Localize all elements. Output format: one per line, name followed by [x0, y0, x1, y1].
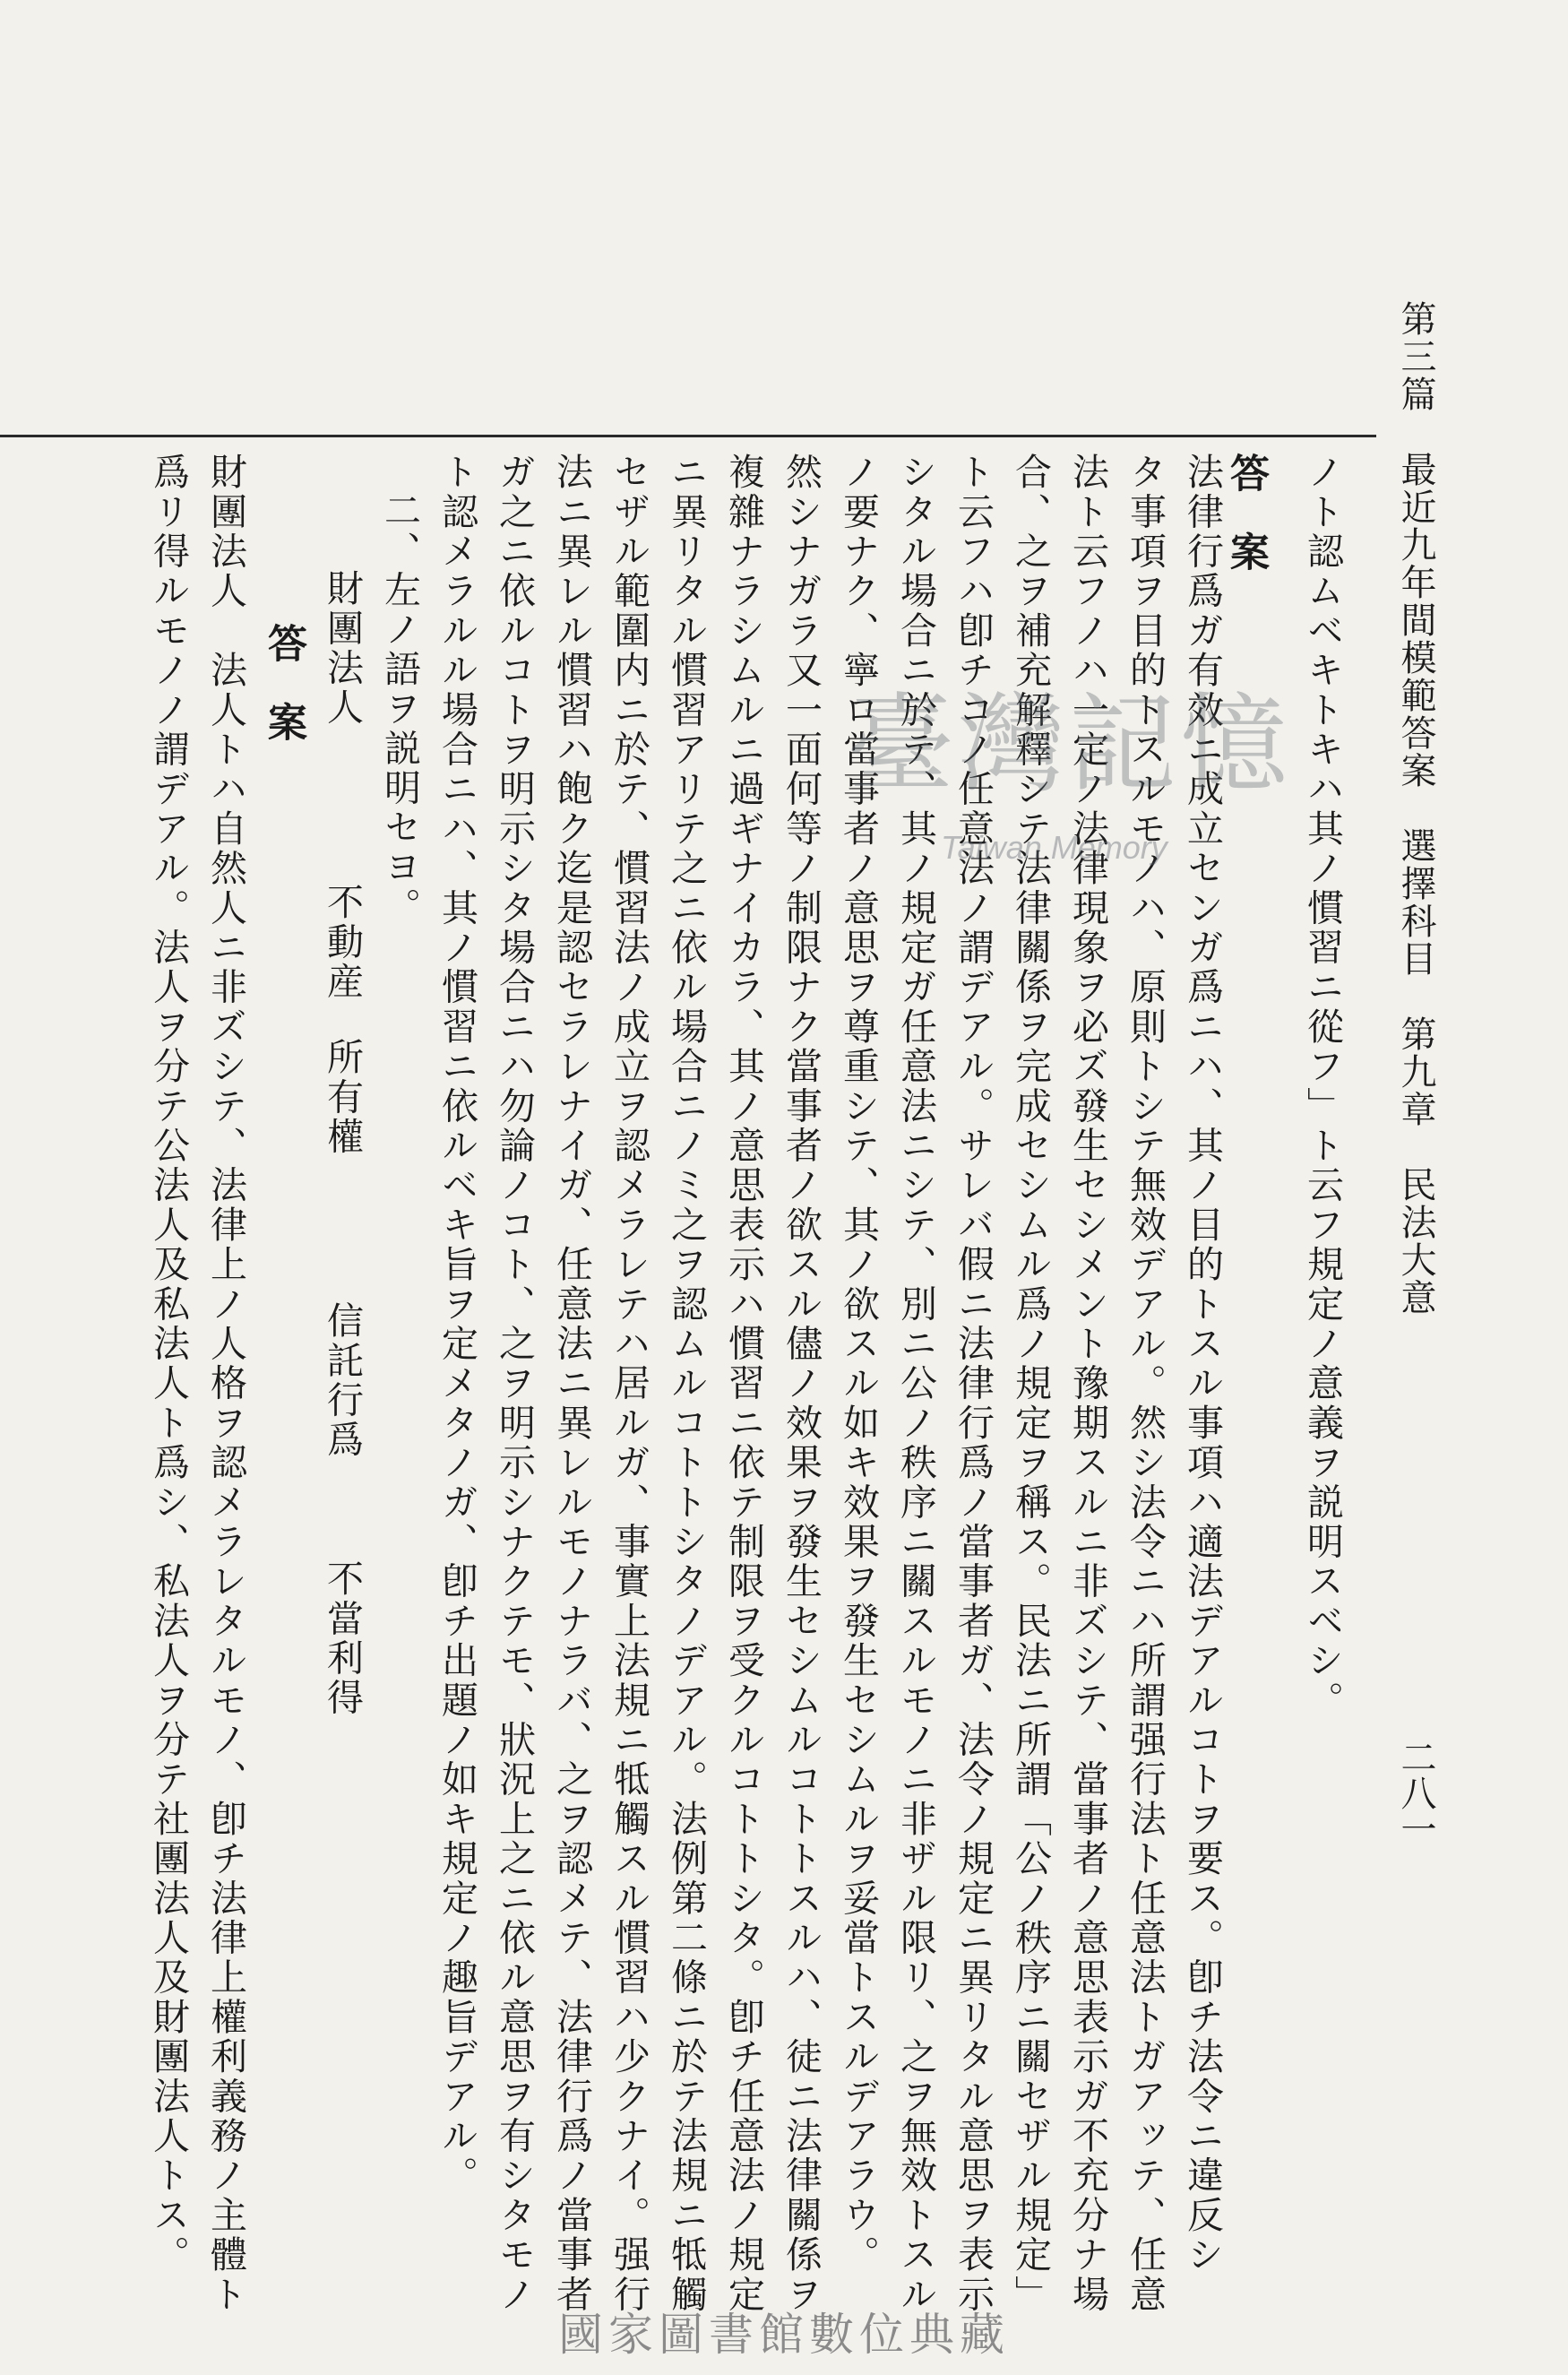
page-number: 二八一: [1395, 1739, 1436, 1846]
answer-1-line: ト認メラルル場合ニハ、其ノ慣習ニ依ルベキ旨ヲ定メタノガ、卽チ出題ノ如キ規定ノ趣旨デアル。: [435, 453, 478, 2196]
answer-1-line: ニ異リタル慣習アリテ之ニ依ル場合ニノミ之ヲ認ムルコトトシタノデアル。法例第二條ニ於テ法規ニ牴觸: [665, 453, 708, 2315]
answer-1-line: ノ要ナク、寧ロ當事者ノ意思ヲ尊重シテ、其ノ欲スル如キ效果ヲ發生セシムルヲ妥當トスルデアラウ。: [837, 453, 880, 2276]
watermark-logo: 臺灣記憶: [847, 683, 1291, 808]
watermark-subtitle: Taiwan Memory: [941, 829, 1167, 866]
question-2-term: 所有權: [321, 1038, 364, 1157]
answer-1-line: 法ニ異レル慣習ハ飽ク迄是認セラレナイガ、任意法ニ異レルモノナラバ、之ヲ認メテ、法律行爲ノ當事者: [550, 453, 593, 2315]
header-rule: [0, 435, 1376, 437]
answer-1-line: 法ト云フノハ一定ノ法律現象ヲ必ズ發生セシメント豫期スルニ非ズシテ、當事者ノ意思表示ガ不充分ナ場: [1066, 453, 1109, 2315]
answer-1-line: 合、之ヲ補充解釋シテ法律關係ヲ完成セシムル爲ノ規定ヲ稱ス。民法ニ所謂「公ノ秩序ニ關セザル規定」: [1009, 453, 1052, 2315]
question-2-term: 財團法人: [321, 569, 364, 728]
answer-2-heading: 答 案: [261, 623, 306, 741]
answer-1-line: セザル範圍内ニ於テ、慣習法ノ成立ヲ認メラレテハ居ルガ、事實上法規ニ牴觸スル慣習ハ少クナイ。强行: [607, 453, 650, 2315]
archive-footer: 國家圖書館數位典藏: [558, 2309, 1010, 2361]
question-2-term: 不當利得: [321, 1559, 364, 1718]
question-1-tail: ノト認ムベキトキハ其ノ慣習ニ從フ」ト云フ規定ノ意義ヲ説明スベシ。: [1301, 453, 1344, 1721]
answer-1-line: シタル場合ニ於テ、其ノ規定ガ任意法ニシテ、別ニ公ノ秩序ニ關スルモノニ非ザル限リ、之ヲ無效トスル: [894, 453, 937, 2315]
question-2-term: 不動産: [321, 883, 364, 1002]
question-2-term: 信託行爲: [321, 1301, 364, 1460]
answer-1-line: 複雜ナラシムルニ過ギナイカラ、其ノ意思表示ハ慣習ニ依テ制限ヲ受クルコトトシタ。卽チ任意法ノ規定: [722, 453, 765, 2315]
answer-2-line: 財團法人 法人トハ自然人ニ非ズシテ、法律上ノ人格ヲ認メラレタルモノ、卽チ法律上權利義務ノ主體ト: [204, 453, 247, 2315]
answer-1-line: 然シナガラ又一面何等ノ制限ナク當事者ノ欲スル儘ノ效果ヲ發生セシムルコトトスルハ、徒ニ法律關係ヲ: [780, 453, 823, 2315]
running-head: 第三篇 最近九年間模範答案 選擇科目 第九章 民法大意: [1395, 300, 1436, 1317]
answer-2-line: 爲リ得ルモノノ謂デアル。法人ヲ分テ公法人及私法人ト爲シ、私法人ヲ分テ社團法人及財團法人トス。: [147, 453, 190, 2276]
answer-1-line: 法律行爲ガ有效ニ成立センガ爲ニハ、其ノ目的トスル事項ハ適法デアルコトヲ要ス。卽チ法令ニ違反シ: [1181, 453, 1224, 2276]
answer-1-line: ガ之ニ依ルコトヲ明示シタ場合ニハ勿論ノコト、之ヲ明示シナクテモ、狀況上之ニ依ル意思ヲ有シタモノ: [493, 453, 536, 2315]
answer-1-heading: 答 案: [1223, 453, 1269, 571]
question-2-title: 二、左ノ語ヲ説明セヨ。: [378, 491, 421, 928]
answer-1-line: ト云フハ卽チコノ任意法ノ謂デアル。サレバ假ニ法律行爲ノ當事者ガ、法令ノ規定ニ異リタル意思ヲ表示: [952, 453, 995, 2315]
answer-1-line: タ事項ヲ目的トスルモノハ、原則トシテ無效デアル。然シ法令ニハ所謂强行法ト任意法トガアッテ、任意: [1124, 453, 1167, 2315]
